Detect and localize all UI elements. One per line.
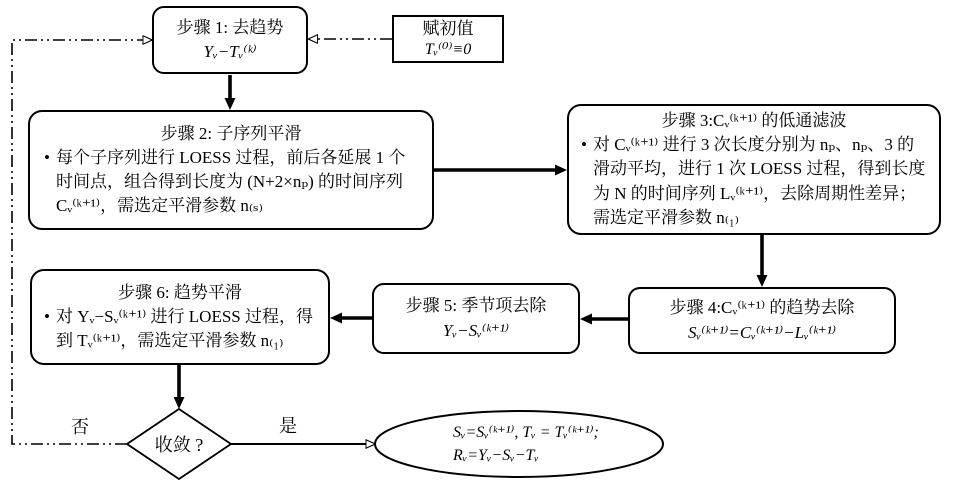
node-step1-detrend (152, 6, 308, 74)
node-step5-deseasonalize (372, 283, 580, 354)
bullet-icon: • (44, 147, 50, 167)
step2-bullet-text: 每个子序列进行 LOESS 过程，前后各延展 1 个时间点，组合得到长度为 (N+2×nₚ) 的时间序列 Cᵥ⁽ᵏ⁺¹⁾，需选定平滑参数 n₍ₛ₎ (55, 147, 406, 216)
step2-title: 步骤 2: 子序列平滑 (160, 123, 302, 143)
node-output-result (375, 411, 665, 477)
node-step6-trend-smoothing (30, 269, 330, 365)
node-step3-lowpass-filter (567, 104, 941, 235)
step6-bullet-text: 对 Yᵥ−Sᵥ⁽ᵏ⁺¹⁾ 进行 LOESS 过程，得到 Tᵥ⁽ᵏ⁺¹⁾，需选定平滑参数 n₍₁₎ (55, 306, 314, 351)
node-step2-subseries-smoothing (28, 110, 434, 230)
decision-label: 收敛 ? (154, 435, 204, 455)
node-initialize (392, 15, 504, 63)
edge-no-loop (12, 40, 143, 444)
step5-formula: Yᵥ−Sᵥ⁽ᵏ⁺¹⁾ (442, 320, 510, 340)
init-formula: Tᵥ⁽⁰⁾≡0 (424, 40, 472, 58)
bullet-icon: • (44, 306, 50, 326)
node-decision-converged (127, 409, 231, 479)
step3-title: 步骤 3:Cᵥ⁽ᵏ⁺¹⁾ 的低通滤波 (661, 111, 847, 131)
step1-formula: Yᵥ−Tᵥ⁽ᵏ⁾ (203, 42, 257, 61)
step4-formula: Sᵥ⁽ᵏ⁺¹⁾=Cᵥ⁽ᵏ⁺¹⁾−Lᵥ⁽ᵏ⁺¹⁾ (687, 322, 837, 342)
init-title: 赋初值 (422, 19, 474, 39)
node-step4-detrend-cycle (628, 287, 896, 354)
step6-title: 步骤 6: 趋势平滑 (118, 282, 242, 302)
step1-title: 步骤 1: 去趋势 (176, 17, 284, 37)
step4-title: 步骤 4:Cᵥ⁽ᵏ⁺¹⁾ 的趋势去除 (669, 298, 855, 318)
edge-label-yes: 是 (279, 416, 297, 436)
output-line2: Rᵥ=Yᵥ−Sᵥ−Tᵥ (453, 447, 539, 464)
step5-title: 步骤 5: 季节项去除 (405, 296, 547, 316)
edge-label-no: 否 (71, 417, 89, 437)
bullet-icon: • (581, 135, 587, 155)
output-line1: Sᵥ=Sᵥ⁽ᵏ⁺¹⁾, Tᵥ = Tᵥ⁽ᵏ⁺¹⁾; (453, 423, 599, 441)
step3-bullet-text: 对 Cᵥ⁽ᵏ⁺¹⁾ 进行 3 次长度分别为 nₚ、nₚ、3 的滑动平均，进行 1 次 LOESS 过程，得到长度为 N 的时间序列 Lᵥ⁽ᵏ⁺¹⁾，去除周期性差异；需选定平滑参数 n₍₁₎ (592, 135, 926, 227)
